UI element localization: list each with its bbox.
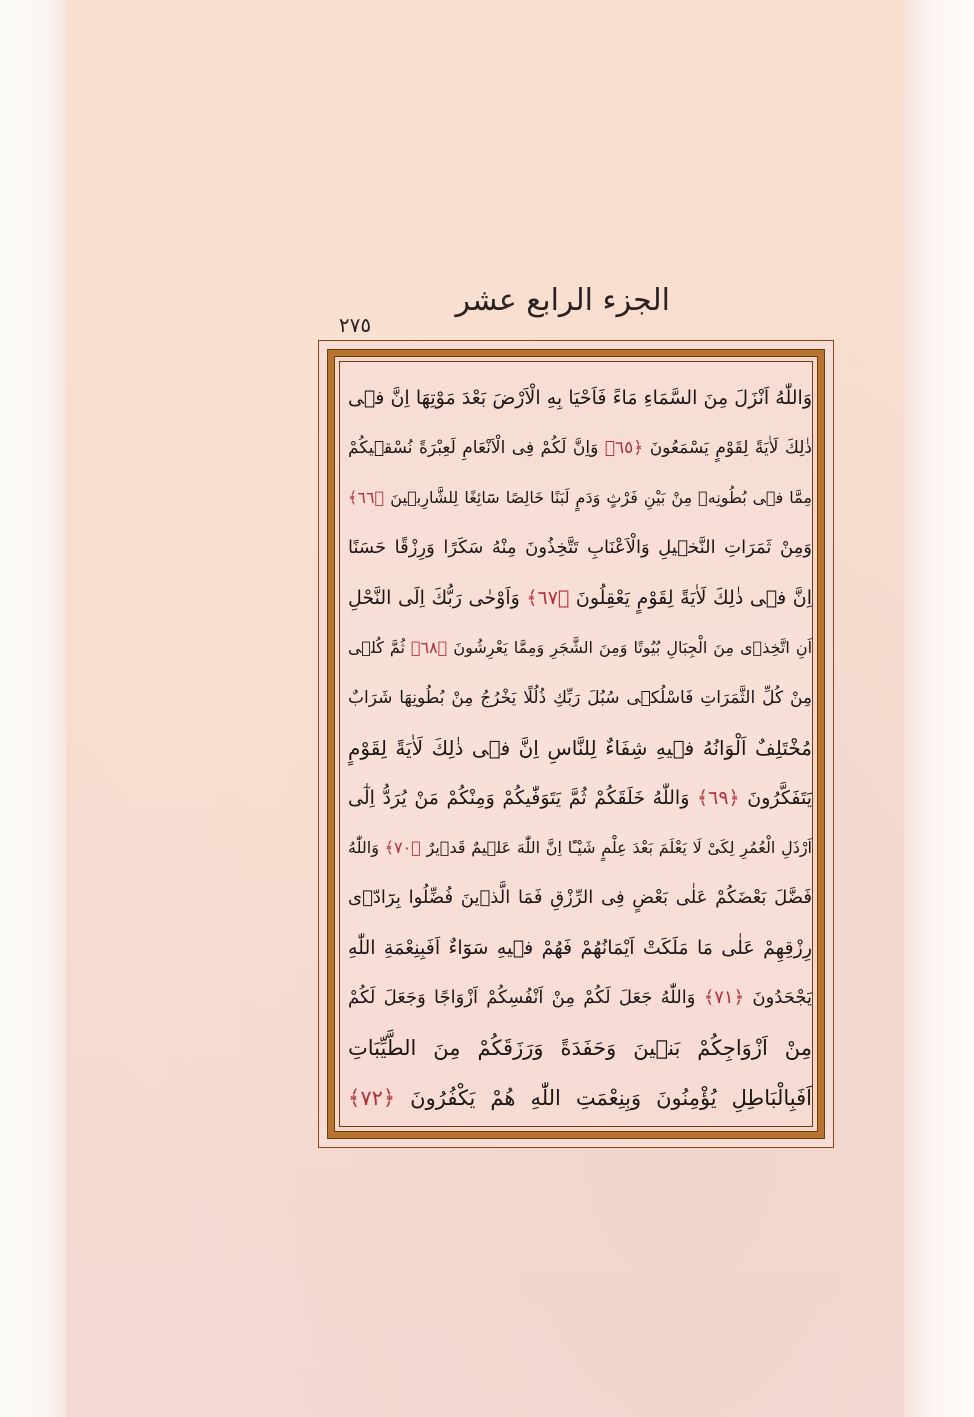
text-panel bbox=[339, 361, 813, 1127]
verse-text: مُخْتَلِفٌ اَلْوَانُهُ فٖيهِ شِفَاءٌ لِلنَّاسِ اِنَّ فٖى ذٰلِكَ لَاٰيَةً لِقَوْمٍ bbox=[348, 736, 812, 760]
inner-band bbox=[334, 356, 818, 1132]
juz-title: الجزء الرابع عشر bbox=[455, 283, 670, 318]
verse-text: وَاللّٰهُ جَعَلَ لَكُمْ مِنْ اَنْفُسِكُمْ اَزْوَاجًا وَجَعَلَ لَكُمْ bbox=[348, 987, 704, 1008]
verse-number-marker: ﴿٦٩﴾ bbox=[696, 787, 740, 809]
verse-line bbox=[348, 674, 812, 722]
page-number: ٢٧٥ bbox=[338, 313, 372, 337]
verse-line bbox=[348, 774, 812, 822]
verse-number-marker: ﴿٧١﴾ bbox=[703, 987, 745, 1008]
verse-line bbox=[348, 924, 812, 972]
gold-border bbox=[327, 349, 825, 1139]
verse-line bbox=[348, 624, 812, 672]
verse-text: مِنْ اَزْوَاجِكُمْ بَنٖينَ وَحَفَدَةً وَرَزَقَكُمْ مِنَ الطَّيِّبَاتِ bbox=[348, 1036, 812, 1060]
verse-number-marker: ﴿٦٨﴾ bbox=[410, 638, 448, 657]
verse-text: اَنِ اتَّخِذٖى مِنَ الْجِبَالِ بُيُوتًا وَمِنَ الشَّجَرِ وَمِمَّا يَعْرِشُونَ bbox=[447, 638, 812, 657]
verse-line bbox=[348, 474, 812, 522]
verse-text: ثُمَّ كُلٖى bbox=[348, 638, 411, 657]
verse-text: رِزْقِهِمْ عَلٰى مَا مَلَكَتْ اَيْمَانُهُمْ فَهُمْ فٖيهِ سَوَٓاءٌ اَفَبِنِعْمَةِ اللّٰهِ bbox=[348, 937, 812, 959]
verse-text: وَمِنْ ثَمَرَاتِ النَّخٖيلِ وَالْاَعْنَابِ تَتَّخِذُونَ مِنْهُ سَكَرًا وَرِزْقًا حَسَنًا bbox=[348, 537, 812, 558]
verse-text: ذٰلِكَ لَاٰيَةً لِقَوْمٍ يَسْمَعُونَ bbox=[643, 438, 812, 458]
verse-text: وَاللّٰهُ خَلَقَكُمْ ثُمَّ يَتَوَفّٰيكُمْ وَمِنْكُمْ مَنْ يُرَدُّ اِلٰٓى bbox=[348, 787, 697, 809]
page-left-margin bbox=[0, 0, 66, 1417]
verse-line bbox=[348, 974, 812, 1022]
verse-number-marker: ﴿٧٢﴾ bbox=[348, 1086, 396, 1110]
verse-line bbox=[348, 824, 812, 872]
verse-number-marker: ﴿٦٧﴾ bbox=[526, 587, 570, 609]
verse-text: وَاَوْحٰى رَبُّكَ اِلَى النَّحْلِ bbox=[348, 587, 527, 609]
verse-text: اَفَبِالْبَاطِلِ يُؤْمِنُونَ وَبِنِعْمَتِ اللّٰهِ هُمْ يَكْفُرُونَ bbox=[395, 1086, 812, 1110]
verse-line bbox=[348, 424, 812, 472]
verse-number-marker: ﴿٦٥﴾ bbox=[604, 438, 644, 458]
verse-number-marker: ﴿٦٦﴾ bbox=[348, 488, 385, 507]
verse-number-marker: ﴿٧٠﴾ bbox=[384, 838, 421, 857]
verse-text-block bbox=[348, 370, 812, 1118]
ornamental-frame bbox=[318, 340, 834, 1148]
verse-text: وَاللّٰهُ اَنْزَلَ مِنَ السَّمَاءِ مَاءً فَاَحْيَا بِهِ الْاَرْضَ بَعْدَ مَوْتِهَا اِنَّ فٖى bbox=[348, 387, 812, 409]
verse-text: وَاِنَّ لَكُمْ فِى الْاَنْعَامِ لَعِبْرَةً نُسْقٖيكُمْ bbox=[348, 438, 605, 458]
verse-text: مِمَّا فٖى بُطُونِهٖ مِنْ بَيْنِ فَرْثٍ وَدَمٍ لَبَنًا خَالِصًا سَٓائِغًا لِلشَّارِبٖينَ bbox=[384, 488, 812, 507]
verse-line bbox=[348, 374, 812, 422]
verse-text: وَاللّٰهُ bbox=[348, 838, 385, 857]
verse-line bbox=[348, 874, 812, 922]
verse-text: مِنْ كُلِّ الثَّمَرَاتِ فَاسْلُكٖى سُبُلَ رَبِّكِ ذُلُلًا يَخْرُجُ مِنْ بُطُونِهَا شَرَابٌ bbox=[348, 688, 812, 708]
verse-line bbox=[348, 1074, 812, 1122]
verse-text: اِنَّ فٖى ذٰلِكَ لَاٰيَةً لِقَوْمٍ يَعْقِلُونَ bbox=[569, 587, 812, 609]
verse-line bbox=[348, 524, 812, 572]
verse-text: فَضَّلَ بَعْضَكُمْ عَلٰى بَعْضٍ فِى الرِّزْقِ فَمَا الَّذٖينَ فُضِّلُوا بِرَٓادّٖى bbox=[348, 887, 812, 908]
verse-text: اَرْذَلِ الْعُمُرِ لِكَىْ لَا يَعْلَمَ بَعْدَ عِلْمٍ شَيْـًٔا اِنَّ اللّٰهَ عَلٖيمٌ قَدٖيرٌ bbox=[420, 838, 812, 857]
verse-text: يَجْحَدُونَ bbox=[744, 987, 812, 1008]
page-right-margin bbox=[904, 0, 974, 1417]
verse-line bbox=[348, 724, 812, 772]
verse-line bbox=[348, 1024, 812, 1072]
verse-text: يَتَفَكَّرُونَ bbox=[739, 787, 812, 809]
verse-line bbox=[348, 574, 812, 622]
